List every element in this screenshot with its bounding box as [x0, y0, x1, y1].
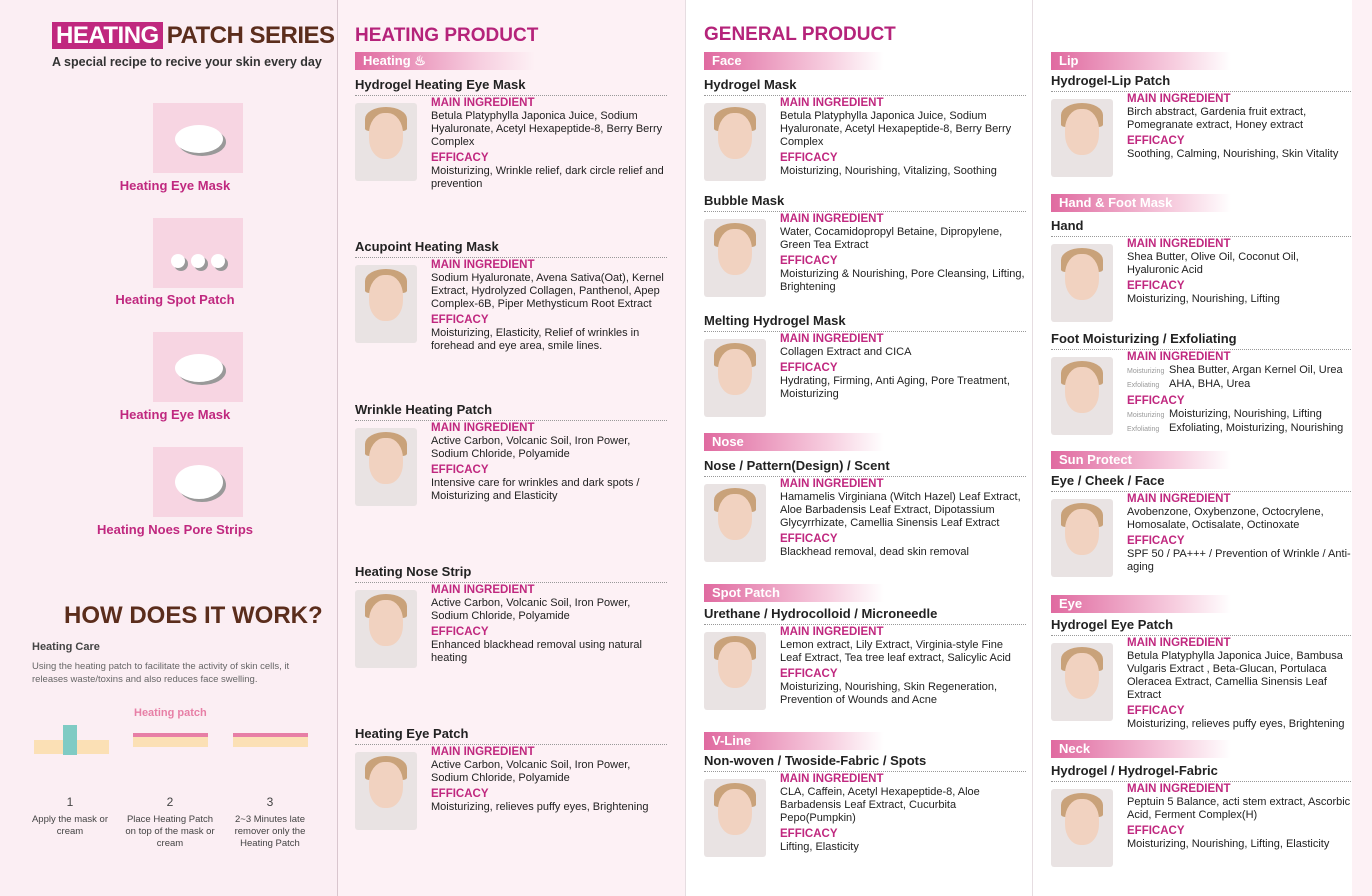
product-image [704, 484, 766, 562]
tagged-line [1127, 408, 1351, 422]
efficacy-label: EFFICACY [780, 668, 838, 680]
efficacy-label: EFFICACY [780, 362, 838, 374]
product-image [704, 103, 766, 181]
product-title: Non-woven / Twoside-Fabric / Spots [704, 753, 1026, 772]
face-shape [1065, 509, 1099, 555]
brand-highlight: HEATING [52, 22, 163, 49]
product-image [1051, 643, 1113, 721]
ingredient-text: Sodium Hyaluronate, Avena Sativa(Oat), Kernel Extract, Hydrolyzed Collagen, Panthenol, Apep Complex-6B, Piper Methysticum Root Extract [431, 272, 664, 310]
efficacy-label: EFFICACY [780, 255, 838, 267]
efficacy-label: EFFICACY [1127, 395, 1185, 407]
main-ingredient-label: MAIN INGREDIENT [780, 773, 884, 785]
product-label: Heating Eye Mask [119, 407, 231, 422]
product-image [355, 590, 417, 668]
product-card [704, 313, 1026, 400]
main-ingredient-label: MAIN INGREDIENT [1127, 493, 1231, 505]
product-card [704, 606, 1026, 706]
ingredient-text: Water, Cocamidopropyl Betaine, Dipropylene, Green Tea Extract [780, 226, 1003, 251]
face-shape [369, 762, 403, 808]
efficacy-label: EFFICACY [431, 626, 489, 638]
step-text: Place Heating Patch on top of the mask or cream [125, 814, 215, 849]
efficacy-text: Intensive care for wrinkles and dark spots / Moisturizing and Elasticity [431, 477, 640, 502]
product-title: Acupoint Heating Mask [355, 239, 667, 258]
edge-strip [1352, 0, 1372, 896]
product-card [704, 77, 1026, 177]
heating-patch-layer-icon [133, 733, 208, 747]
product-image [1051, 244, 1113, 322]
product-card [1051, 218, 1351, 305]
main-ingredient-label: MAIN INGREDIENT [431, 97, 535, 109]
product-card [704, 193, 1026, 293]
efficacy-text: Moisturizing, Nourishing, Lifting [1127, 293, 1280, 305]
ingredient-text: Lemon extract, Lily Extract, Virginia-style Fine Leaf Extract, Tea tree leaf extract, Salicylic Acid [780, 639, 1011, 664]
general-product-header: GENERAL PRODUCT [704, 24, 896, 45]
product-title: Hydrogel Eye Patch [1051, 617, 1351, 636]
face-shape [1065, 109, 1099, 155]
product-card [704, 753, 1026, 853]
line-tag: Moisturizing [1127, 368, 1165, 375]
section-bar: V-Line [704, 732, 884, 750]
product-image [355, 752, 417, 830]
product-title: Hydrogel / Hydrogel-Fabric [1051, 763, 1351, 782]
face-shape [369, 113, 403, 159]
product-title: Hydrogel Mask [704, 77, 1026, 96]
product-details [431, 97, 667, 194]
main-ingredient-label: MAIN INGREDIENT [431, 422, 535, 434]
product-title: Melting Hydrogel Mask [704, 313, 1026, 332]
face-shape [369, 600, 403, 646]
removal-layer-icon [233, 733, 308, 747]
product-details [780, 773, 1026, 857]
product-title: Hand [1051, 218, 1351, 237]
line-text: Exfoliating, Moisturizing, Nourishing [1169, 422, 1344, 434]
face-shape [718, 113, 752, 159]
product-card [1051, 763, 1351, 850]
efficacy-text: Hydrating, Firming, Anti Aging, Pore Treatment, Moisturizing [780, 375, 1010, 400]
product-card [1051, 331, 1351, 434]
product-title: Nose / Pattern(Design) / Scent [704, 458, 1026, 477]
efficacy-text: Enhanced blackhead removal using natural heating [431, 639, 642, 664]
main-ingredient-label: MAIN INGREDIENT [780, 478, 884, 490]
efficacy-label: EFFICACY [1127, 135, 1185, 147]
tagged-line [1127, 378, 1351, 392]
product-title: Hydrogel Heating Eye Mask [355, 77, 667, 96]
product-details [780, 97, 1026, 181]
section-bar-heating: Heating ♨ [355, 52, 535, 70]
efficacy-text: Moisturizing & Nourishing, Pore Cleansing, Lifting, Brightening [780, 268, 1025, 293]
step-text: Apply the mask or cream [31, 814, 109, 837]
ingredient-text: Shea Butter, Olive Oil, Coconut Oil, Hyaluronic Acid [1127, 251, 1299, 276]
product-details [1127, 238, 1351, 309]
product-details [431, 746, 667, 817]
product-title: Bubble Mask [704, 193, 1026, 212]
heating-eye-mask-image [153, 103, 243, 173]
line-text: Moisturizing, Nourishing, Lifting [1169, 408, 1322, 420]
efficacy-label: EFFICACY [1127, 535, 1185, 547]
heating-spot-patch-image [153, 218, 243, 288]
product-details [1127, 493, 1351, 577]
product-details [1127, 93, 1351, 164]
product-image [1051, 357, 1113, 435]
ingredient-text: CLA, Caffein, Acetyl Hexapeptide-8, Aloe Barbadensis Leaf Extract, Cucurbita Pepo(Pumpkin) [780, 786, 980, 824]
subtitle: A special recipe to recive your skin every day [52, 55, 322, 69]
section-bar: Spot Patch [704, 584, 884, 602]
efficacy-label: EFFICACY [1127, 280, 1185, 292]
product-details [780, 333, 1026, 404]
efficacy-label: EFFICACY [431, 152, 489, 164]
product-card [1051, 617, 1351, 730]
line-text: AHA, BHA, Urea [1169, 378, 1251, 390]
product-label: Heating Eye Mask [119, 178, 231, 193]
ingredient-text: Birch abstract, Gardenia fruit extract, Pomegranate extract, Honey extract [1127, 106, 1307, 131]
product-title: Hydrogel-Lip Patch [1051, 73, 1351, 92]
section-bar: Neck [1051, 740, 1231, 758]
efficacy-text: Moisturizing, relieves puffy eyes, Brightening [431, 801, 649, 813]
face-shape [718, 349, 752, 395]
line-tag: Moisturizing [1127, 412, 1165, 419]
main-ingredient-label: MAIN INGREDIENT [780, 626, 884, 638]
product-title: Foot Moisturizing / Exfoliating [1051, 331, 1351, 350]
ingredient-text: Active Carbon, Volcanic Soil, Iron Power, Sodium Chloride, Polyamide [431, 597, 631, 622]
efficacy-text: Moisturizing, Nourishing, Lifting, Elasticity [1127, 838, 1330, 850]
efficacy-label: EFFICACY [431, 464, 489, 476]
tagged-line [1127, 364, 1351, 378]
efficacy-text: Moisturizing, relieves puffy eyes, Brightening [1127, 718, 1345, 730]
main-ingredient-label: MAIN INGREDIENT [431, 746, 535, 758]
main-ingredient-label: MAIN INGREDIENT [1127, 351, 1231, 363]
step-number: 2 [166, 795, 174, 809]
product-title: Eye / Cheek / Face [1051, 473, 1351, 492]
product-image [355, 428, 417, 506]
main-ingredient-label: MAIN INGREDIENT [1127, 238, 1231, 250]
ingredient-text: Avobenzone, Oxybenzone, Octocrylene, Homosalate, Octisalate, Octinoxate [1127, 506, 1324, 531]
efficacy-label: EFFICACY [780, 533, 838, 545]
product-image [1051, 99, 1113, 177]
product-label: Heating Spot Patch [115, 292, 235, 307]
heating-product-header: HEATING PRODUCT [355, 25, 539, 46]
product-details [1127, 783, 1351, 854]
product-card [355, 564, 667, 664]
product-title: Heating Eye Patch [355, 726, 667, 745]
product-details [1127, 351, 1351, 439]
ingredient-text: Betula Platyphylla Japonica Juice, Sodium Hyaluronate, Acetyl Hexapeptide-8, Berry Berry Complex [431, 110, 663, 148]
face-shape [718, 229, 752, 275]
face-shape [369, 275, 403, 321]
section-bar: Nose [704, 433, 884, 451]
brand-title [52, 22, 335, 50]
product-image [704, 779, 766, 857]
product-details [780, 626, 1026, 710]
heating-eye-mask-image [153, 332, 243, 402]
line-tag: Exfoliating [1127, 382, 1160, 389]
ingredient-text: Hamamelis Virginiana (Witch Hazel) Leaf Extract, Aloe Barbadensis Leaf Extract, Dipotassium Glycyrrhizate, Camellia Sinensis Leaf Extract [780, 491, 1021, 529]
product-card [1051, 473, 1351, 573]
section-bar: Sun Protect [1051, 451, 1231, 469]
product-card [355, 726, 667, 813]
main-ingredient-label: MAIN INGREDIENT [1127, 93, 1231, 105]
product-title: Wrinkle Heating Patch [355, 402, 667, 421]
product-details [780, 478, 1026, 562]
product-image [1051, 499, 1113, 577]
section-bar: Eye [1051, 595, 1231, 613]
main-ingredient-label: MAIN INGREDIENT [780, 213, 884, 225]
step-number: 1 [66, 795, 74, 809]
product-card [355, 402, 667, 502]
face-shape [1065, 254, 1099, 300]
product-image [1051, 789, 1113, 867]
ingredient-text: Betula Platyphylla Japonica Juice, Sodium Hyaluronate, Acetyl Hexapeptide-8, Berry Berry Complex [780, 110, 1012, 148]
main-ingredient-label: MAIN INGREDIENT [1127, 637, 1231, 649]
main-ingredient-label: MAIN INGREDIENT [431, 259, 535, 271]
efficacy-text: Soothing, Calming, Nourishing, Skin Vitality [1127, 148, 1339, 160]
efficacy-text: Moisturizing, Elasticity, Relief of wrinkles in forehead and eye area, smile lines. [431, 327, 640, 352]
product-label: Heating Noes Pore Strips [96, 522, 254, 537]
product-details [1127, 637, 1351, 734]
section-bar: Face [704, 52, 884, 70]
product-details [431, 259, 667, 356]
product-title: Urethane / Hydrocolloid / Microneedle [704, 606, 1026, 625]
efficacy-label: EFFICACY [1127, 825, 1185, 837]
ingredient-text: Active Carbon, Volcanic Soil, Iron Power, Sodium Chloride, Polyamide [431, 759, 631, 784]
section-bar: Lip [1051, 52, 1231, 70]
face-shape [718, 494, 752, 540]
step-number: 3 [266, 795, 274, 809]
heating-patch-series-panel [0, 0, 338, 896]
nose-pore-strip-image [153, 447, 243, 517]
main-ingredient-label: MAIN INGREDIENT [431, 584, 535, 596]
main-ingredient-label: MAIN INGREDIENT [780, 333, 884, 345]
product-image [355, 265, 417, 343]
ingredient-text: Active Carbon, Volcanic Soil, Iron Power, Sodium Chloride, Polyamide [431, 435, 631, 460]
product-details [780, 213, 1026, 297]
tagged-line [1127, 422, 1351, 436]
ingredient-text: Collagen Extract and CICA [780, 346, 912, 358]
efficacy-text: Moisturizing, Wrinkle relief, dark circle relief and prevention [431, 165, 664, 190]
arrow-down-icon [63, 725, 77, 755]
product-card [704, 458, 1026, 558]
product-details [431, 422, 667, 506]
line-text: Shea Butter, Argan Kernel Oil, Urea [1169, 364, 1343, 376]
efficacy-label: EFFICACY [1127, 705, 1185, 717]
face-shape [1065, 367, 1099, 413]
efficacy-text: Moisturizing, Nourishing, Vitalizing, Soothing [780, 165, 997, 177]
ingredient-text: Peptuin 5 Balance, acti stem extract, Ascorbic Acid, Ferment Complex(H) [1127, 796, 1351, 821]
efficacy-text: Blackhead removal, dead skin removal [780, 546, 969, 558]
line-tag: Exfoliating [1127, 426, 1160, 433]
how-it-works-title: HOW DOES IT WORK? [64, 602, 323, 629]
section-bar: Hand & Foot Mask [1051, 194, 1231, 212]
face-shape [369, 438, 403, 484]
efficacy-text: Lifting, Elasticity [780, 841, 859, 853]
heating-care-description: Using the heating patch to facilitate the activity of skin cells, it releases waste/toxins and also reduces face swelling. [32, 661, 290, 685]
product-card [355, 239, 667, 352]
step-text: 2~3 Minutes late remover only the Heating Patch [234, 814, 306, 849]
heating-patch-label: Heating patch [134, 707, 207, 719]
product-title: Heating Nose Strip [355, 564, 667, 583]
product-details [431, 584, 667, 668]
face-shape [1065, 653, 1099, 699]
efficacy-text: SPF 50 / PA+++ / Prevention of Wrinkle / Anti-aging [1127, 548, 1351, 573]
face-shape [718, 789, 752, 835]
product-image [704, 219, 766, 297]
main-ingredient-label: MAIN INGREDIENT [780, 97, 884, 109]
product-image [704, 632, 766, 710]
efficacy-label: EFFICACY [780, 152, 838, 164]
efficacy-label: EFFICACY [780, 828, 838, 840]
product-card [1051, 73, 1351, 160]
efficacy-text: Moisturizing, Nourishing, Skin Regeneration, Prevention of Wounds and Acne [780, 681, 998, 706]
ingredient-text: Betula Platyphylla Japonica Juice, Bambusa Vulgaris Extract , Beta-Glucan, Portulaca Oleracea Extract, Camellia Sinensis Leaf Extract [1127, 650, 1343, 701]
efficacy-label: EFFICACY [431, 314, 489, 326]
heating-care-title: Heating Care [32, 641, 100, 653]
product-image [704, 339, 766, 417]
face-shape [1065, 799, 1099, 845]
face-shape [718, 642, 752, 688]
product-image [355, 103, 417, 181]
brand-rest: PATCH SERIES [166, 22, 335, 49]
efficacy-label: EFFICACY [431, 788, 489, 800]
product-card [355, 77, 667, 190]
main-ingredient-label: MAIN INGREDIENT [1127, 783, 1231, 795]
